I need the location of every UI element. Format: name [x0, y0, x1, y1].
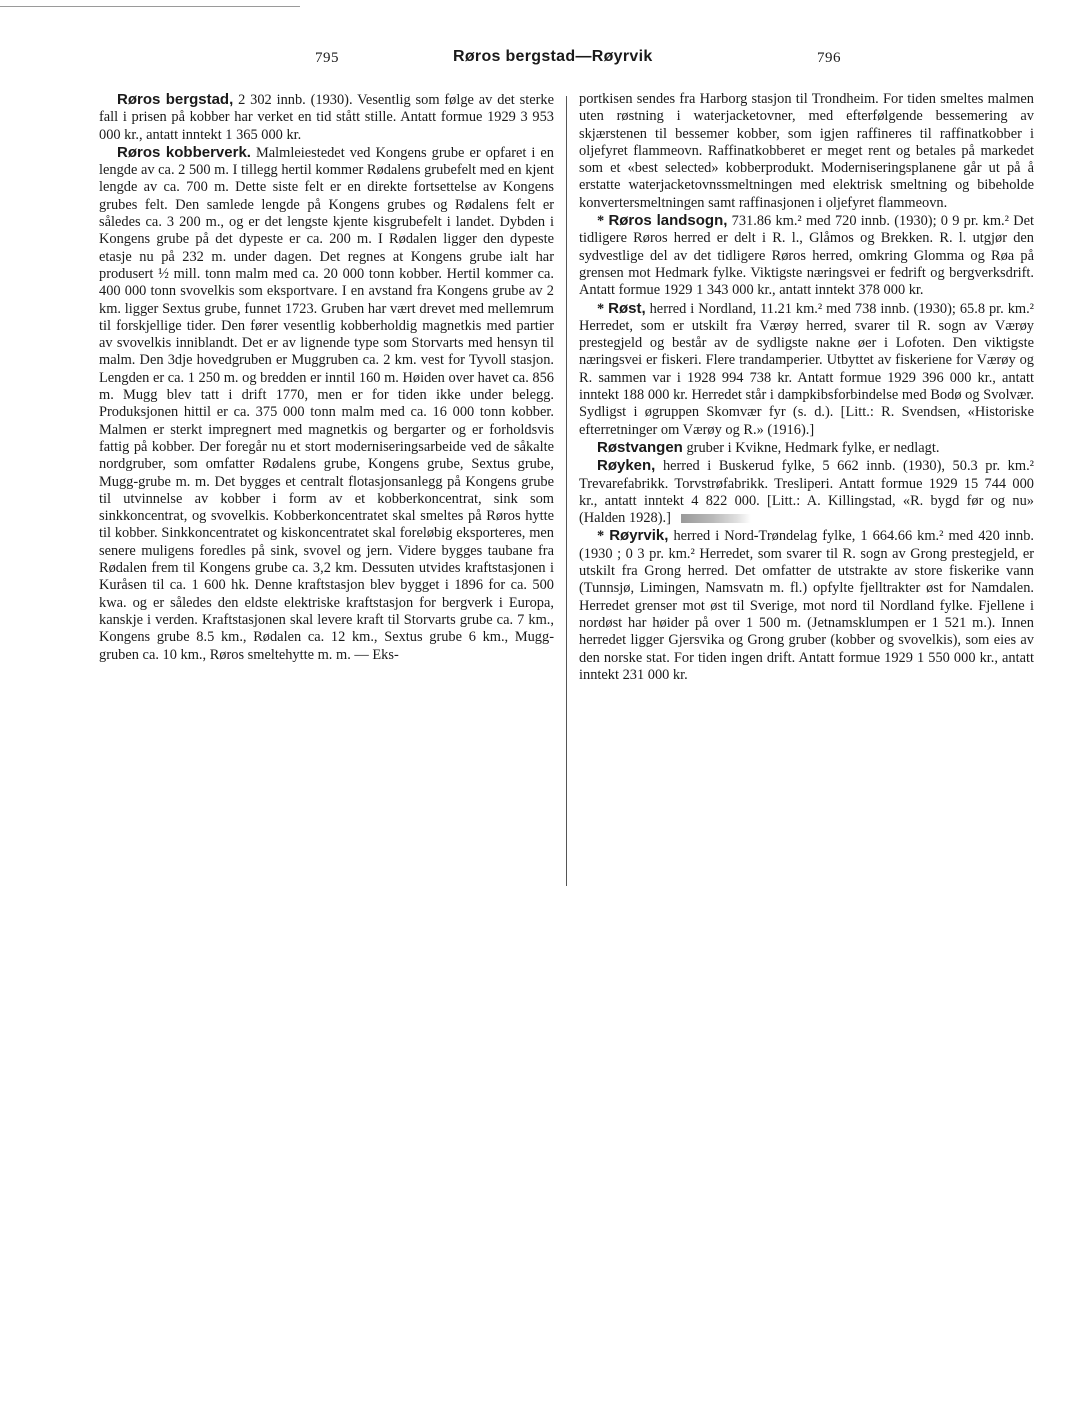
left-column	[99, 91, 554, 664]
entry-rostvangen	[579, 439, 1034, 457]
entry-text: herred i Nord-Trøndelag fylke, 1 664.66 km.² med 420 innb. (1930 ; 0 3 pr. km.² Herredet, som svarer til R. sogn av Grong prestegjeld, er utskilt fra Grong herred. Det omfatter de utstrakte av store fiskerike vann (Tunnsjø, Limingen, Namsvatn m. fl.) opfylte fjelltrakter øst for Namdalen. Herredet grenser mot øst til Sverige, mot nord til Nordland fylke. Fjellene i nordøst har høider på over 1 500 m. (Jetnamsklumpen er 1 521 m.). Innen herredet ligger Gjersvika og Grong gruber (kobber og svovelkis), som eies av den norske stat. For tiden ingen drift. Antatt formue 1929 1 550 000 kr., antatt inntekt 231 000 kr.	[579, 528, 1034, 683]
page-number-right: 796	[817, 50, 841, 66]
entry-royken	[579, 457, 1034, 527]
star-marker: *	[597, 300, 605, 317]
headword: Røros bergstad,	[117, 91, 234, 108]
entry-text: 2 302 innb. (1930). Vesentlig som følge av det sterke fall i prisen på kobber har verket en tid stått stille. Antatt formue 1929 3 953 000 kr., antatt inntekt 1 365 000 kr.	[99, 92, 554, 143]
headword: Røyrvik,	[609, 527, 669, 545]
page-number-left: 795	[315, 50, 339, 66]
ink-smudge	[681, 514, 751, 523]
entry-rost	[579, 300, 1034, 439]
entry-roros-landsogn	[579, 212, 1034, 299]
right-column	[579, 91, 1034, 684]
headword: Røstvangen	[597, 438, 683, 456]
headword: Røyken,	[597, 457, 656, 475]
entry-continuation: portkisen sendes fra Harborg stasjon til Trondheim. For tiden smeltes malmen uten røstning i waterjacketovner, med efterfølgende bessemering av skjærstenen til bessemer kobber, som igjen raffineres til raffinatkobber i oljefyret flammeovn. Raffinatkobberet er meget rent og betales på markedet som et «best selected» kobberprodukt. Moderniseringsplanene går ut på å erstatte waterjacketovnssmeltningen med elektrisk smeltning og bibeholde konvertersmeltningen samt raffinasjonen i oljefyret flammeovn.	[579, 91, 1034, 211]
headword: Røst,	[608, 299, 646, 317]
entry-roros-kobberverk	[99, 144, 554, 664]
entry-text: 731.86 km.² med 720 innb. (1930); 0 9 pr. km.² Det tidligere Røros herred er delt i R. l., Glåmos og Brekken. R. l. utgjør den sydvestlige del av det tidligere Røros herred, omkring Glomma og Røa på grensen mot Hedmark fylke. Viktigste næringsvei er fedrift og bergverksdrift. Antatt formue 1929 1 343 000 kr., antatt inntekt 378 000 kr.	[579, 213, 1034, 299]
entry-text: Malmleiestedet ved Kongens grube er opfaret i en lengde av ca. 2 500 m. I tillegg hertil kommer Rødalens grubefelt med en kjent lengde av ca. 700 m. Dette siste felt er en direkte fortsettelse av Kongens grubes felt. Den samlede lengde på Kongens grubes og Rødalens felt er således ca. 3 200 m., og er det lengste kjente kisgrubefelt i landet. Dybden i Kongens grube på det dypeste er ca. 200 m. I Rødalen ligger den dypeste etasje nu på 232 m. under dagen. Det regnes at Kongens grube ialt har produsert ½ mill. tonn malm med ca. 20 000 tonn kobber. Hertil kommer ca. 400 000 tonn svovelkis som eksportvare. I en avstand fra Kongens grube av 2 km. ligger Sextus grube, funnet 1723. Gruben har vært drevet med mellemrum til forskjellige tider. Den fører vesentlig kobberholdig magnetkis med partier av svovelkis inniblandt. Det er av lignende type som Storvarts med hensyn til malm. Den 3dje hovedgruben er Muggruben ca. 2 km. vest for Tyvoll stasjon. Lengden er ca. 1 250 m. og bredden er inntil 160 m. Høiden over havet ca. 856 m. Mugg blev tatt i drift 1770, men er for tiden ikke under belegg. Produksjonen hittil er ca. 375 000 tonn malm med ca. 16 000 tonn kobber. Malmen er sterkt impregnert med magnetkis og bergarter og er forholdsvis fattig på kobber. Der foregår nu et stort moderniseringsarbeide ved de såkalte nordgruber, som omfatter Rødalens grube, Kongens grube, Sextus grube, Mugg-grube m. m. Det bygges et centralt flotasjonsanlegg på Kongens grube til utvinnelse av kobber i form av et kobberkoncentrat, sink som sinkkoncentrat, og svovelkis. Kobberkoncentratet skal smeltes på Røros hytte til kobber. Sinkkoncentratet og kiskoncentratet skal foreløbig eksporteres, men senere muligens foredles på sink, svovel og jern. Videre bygges taubane fra Rødalen frem til Kongens grube ca. 3,2 km. Dessuten utvides kraftstasjonen i Kuråsen til ca. 1 600 hk. Denne kraftstasjon blev bygget i 1896 for ca. 500 kwa. og er således den eldste elektriske kraftstasjon for bergverk i Europa, kanskje i verden. Kraftstasjonen skal levere kraft til Storvarts grube ca. 7 km., Kongens grube 8.5 km., Rødalen ca. 12 km., Sextus grube 6 km., Mugg-gruben ca. 10 km., Røros smeltehytte m. m. — Eks-	[99, 144, 554, 663]
star-marker: *	[597, 213, 605, 230]
column-divider	[566, 96, 567, 886]
entry-text: herred i Nordland, 11.21 km.² med 738 innb. (1930); 65.8 pr. km.² Herredet, som er utskilt fra Værøy herred, svarer til R. sogn av Værøy prestegjeld og består av de sydligste nakne øer i Lofoten. Den viktigste næringsvei er fiskeri. Flere trandamperier. Utbyttet av fiskeriene for Værøy og R. sammen var i 1928 994 738 kr. Antatt formue 1929 396 000 kr., antatt inntekt 188 000 kr. Herredet står i dampkibsforbindelse med Bodø og Svolvær. Sydligst i øgruppen Skomvær fyr (s. d.). [Litt.: R. Svendsen, «Historiske efterretninger om Værøy og R.» (1916).]	[579, 300, 1034, 438]
headword: Røros kobberverk.	[117, 143, 251, 161]
headword: Røros landsogn,	[608, 212, 728, 230]
entry-royrvik	[579, 527, 1034, 684]
entry-roros-bergstad	[99, 91, 554, 144]
entry-text: herred i Buskerud fylke, 5 662 innb. (1930), 50.3 pr. km.² Trevarefabrikk. Torvstrøfabrikk. Tresliperi. Antatt formue 1929 15 744 000 kr., antatt inntekt 4 822 000. [Litt.: A. Killingstad, «R. bygd før og nu» (Halden 1928).]	[579, 458, 1034, 527]
running-title: Røros bergstad—Røyrvik	[453, 48, 653, 65]
entry-text: gruber i Kvikne, Hedmark fylke, er nedlagt.	[686, 439, 940, 456]
star-marker: *	[597, 528, 605, 545]
top-rule	[0, 6, 300, 7]
page-header	[0, 50, 1080, 76]
